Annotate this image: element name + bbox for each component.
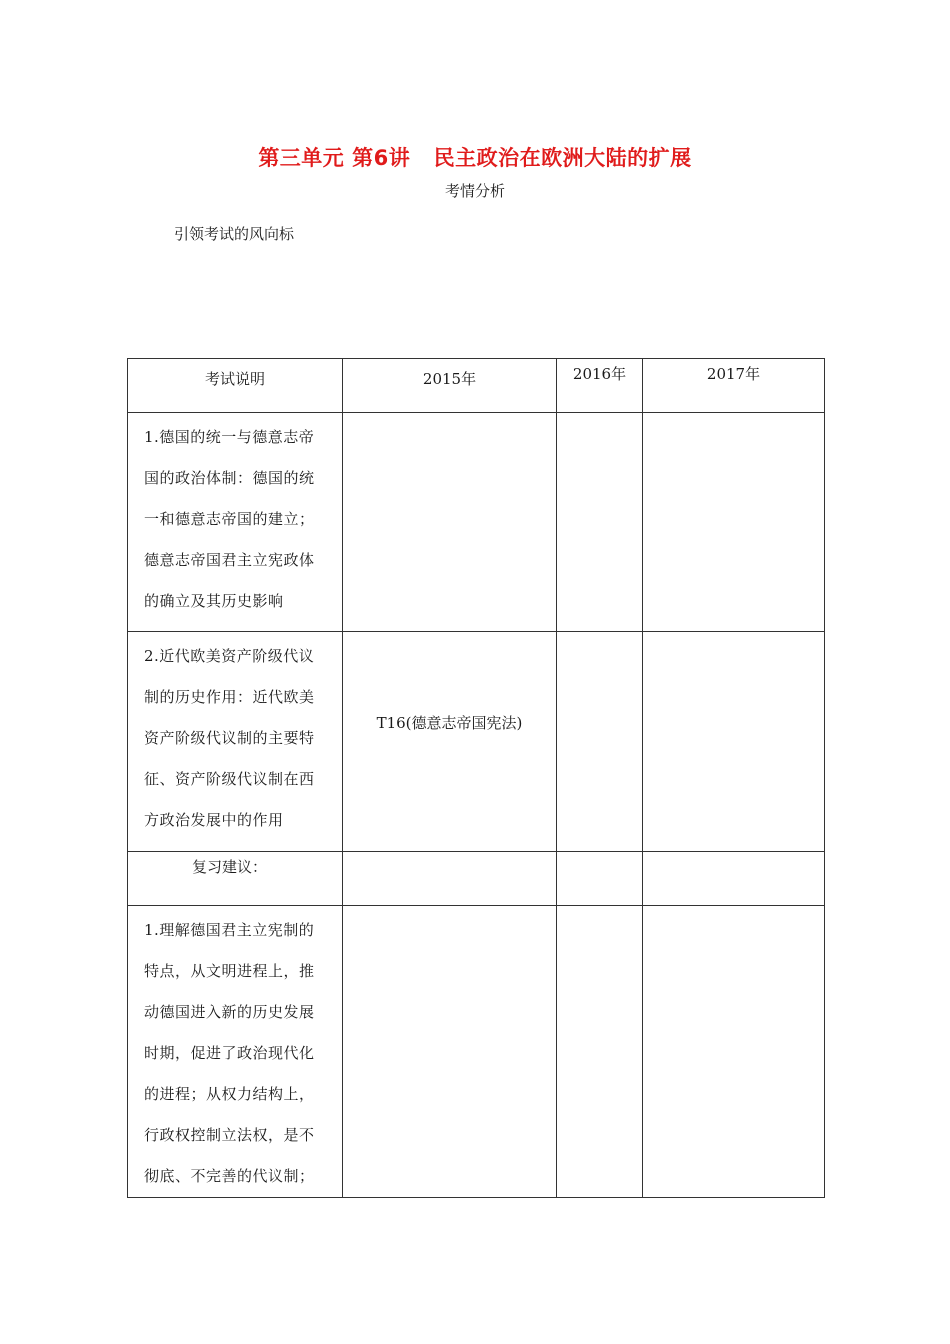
guide-text: 引领考试的风向标 (174, 225, 295, 243)
review-advice-cell: 复习建议： (128, 852, 343, 906)
year-2016-cell (557, 852, 643, 906)
year-2017-cell (643, 906, 825, 1198)
year-2016-cell (557, 413, 643, 632)
year-2015-cell (343, 906, 557, 1198)
year-2015-cell: T16(德意志帝国宪法) (343, 632, 557, 852)
exam-description-cell: 1.德国的统一与德意志帝 国的政治体制：德国的统 一和德意志帝国的建立； 德意志帝国君主立宪政体 的确立及其历史影响 (128, 413, 343, 632)
table-row (128, 413, 825, 632)
year-2017-cell (643, 852, 825, 906)
year-2016-cell (557, 906, 643, 1198)
table-row (128, 852, 825, 906)
header-cell: 考试说明 (128, 359, 343, 413)
section-subtitle: 考情分析 (444, 182, 505, 200)
year-2015-cell (343, 413, 557, 632)
year-2017-cell (643, 632, 825, 852)
table-row (128, 632, 825, 852)
exam-description-cell: 2.近代欧美资产阶级代议 制的历史作用：近代欧美 资产阶级代议制的主要特 征、资产阶级代议制在西 方政治发展中的作用 (128, 632, 343, 852)
table-header-row (128, 359, 825, 413)
year-2016-cell (557, 632, 643, 852)
header-cell: 2017年 (643, 359, 825, 413)
exam-analysis-table (127, 358, 825, 1198)
header-cell: 2016年 (557, 359, 643, 413)
year-2017-cell (643, 413, 825, 632)
table-row (128, 906, 825, 1198)
year-2015-cell (343, 852, 557, 906)
review-detail-cell: 1.理解德国君主立宪制的 特点，从文明进程上，推 动德国进入新的历史发展 时期，促进了政治现代化 的进程；从权力结构上， 行政权控制立法权，是不 彻底、不完善的代议制； (128, 906, 343, 1198)
header-cell: 2015年 (343, 359, 557, 413)
page-title: 第三单元 第6讲 民主政治在欧洲大陆的扩展 (258, 146, 692, 170)
